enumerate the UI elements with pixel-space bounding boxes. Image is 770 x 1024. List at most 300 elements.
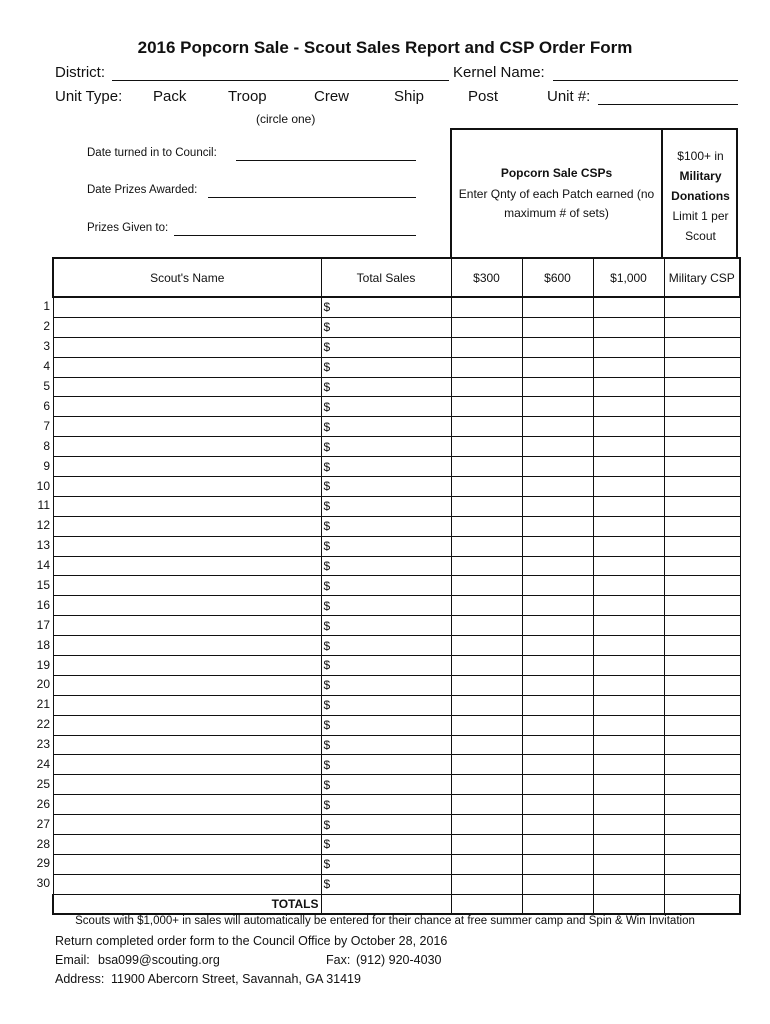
qty-300-cell[interactable] [451, 835, 522, 855]
total-sales-cell[interactable] [321, 477, 451, 497]
row-number: 30 [36, 876, 50, 891]
table-row [53, 656, 740, 676]
qty-600-cell[interactable] [522, 357, 593, 377]
table-row [53, 795, 740, 815]
qty-1000-cell[interactable] [593, 835, 664, 855]
csp-subtitle-line2: maximum # of sets) [504, 206, 609, 220]
military-csp-cell[interactable] [664, 596, 740, 616]
table-row [53, 297, 740, 317]
total-sales-cell[interactable] [321, 357, 451, 377]
row-number: 15 [36, 577, 50, 592]
scout-name-cell[interactable] [53, 795, 321, 815]
military-line2: Military [679, 169, 722, 183]
row-number: 7 [43, 418, 50, 433]
scout-name-cell[interactable] [53, 317, 321, 337]
military-csp-cell[interactable] [664, 636, 740, 656]
qty-300-cell[interactable] [451, 636, 522, 656]
prizes-given-label: Prizes Given to: [87, 222, 169, 234]
dollar-sign: $ [323, 638, 331, 653]
dollar-sign: $ [323, 399, 331, 414]
qty-300-cell[interactable] [451, 437, 522, 457]
military-csp-cell[interactable] [664, 795, 740, 815]
col-header-total-sales: Total Sales [321, 258, 451, 297]
unit-type-troop[interactable]: Troop [228, 88, 267, 105]
qty-300-cell[interactable] [451, 516, 522, 536]
fax-value: (912) 920-4030 [356, 953, 442, 967]
total-sales-cell[interactable] [321, 715, 451, 735]
table-row [53, 874, 740, 894]
scout-name-cell[interactable] [53, 854, 321, 874]
military-csp-cell[interactable] [664, 735, 740, 755]
qty-1000-cell[interactable] [593, 874, 664, 894]
unit-number-label: Unit #: [547, 88, 591, 105]
qty-300-cell[interactable] [451, 536, 522, 556]
row-number: 13 [36, 538, 50, 553]
scout-name-cell[interactable] [53, 596, 321, 616]
table-row [53, 755, 740, 775]
table-row [53, 397, 740, 417]
scout-name-cell[interactable] [53, 397, 321, 417]
row-number: 14 [36, 558, 50, 573]
qty-300-cell[interactable] [451, 556, 522, 576]
table-row [53, 715, 740, 735]
total-sales-cell[interactable] [321, 874, 451, 894]
qty-600-cell[interactable] [522, 636, 593, 656]
table-row [53, 695, 740, 715]
qty-600-cell[interactable] [522, 596, 593, 616]
military-csp-cell[interactable] [664, 695, 740, 715]
qty-300-cell[interactable] [451, 596, 522, 616]
qty-600-cell[interactable] [522, 854, 593, 874]
table-row [53, 437, 740, 457]
row-number: 10 [36, 478, 50, 493]
col-header-300: $300 [451, 258, 522, 297]
qty-600-cell[interactable] [522, 297, 593, 317]
row-number: 21 [36, 697, 50, 712]
qty-300-cell[interactable] [451, 715, 522, 735]
qty-1000-cell[interactable] [593, 536, 664, 556]
qty-300-cell[interactable] [451, 874, 522, 894]
unit-type-crew[interactable]: Crew [314, 88, 350, 105]
scout-name-cell[interactable] [53, 357, 321, 377]
qty-1000-cell[interactable] [593, 357, 664, 377]
qty-1000-cell[interactable] [593, 695, 664, 715]
scout-name-cell[interactable] [53, 337, 321, 357]
total-sales-cell[interactable] [321, 397, 451, 417]
row-number: 4 [43, 359, 50, 374]
military-csp-cell[interactable] [664, 516, 740, 536]
total-sales-cell[interactable] [321, 616, 451, 636]
table-header-row [53, 258, 740, 297]
scout-name-cell[interactable] [53, 496, 321, 516]
csp-subtitle [452, 185, 661, 223]
total-sales-cell[interactable] [321, 516, 451, 536]
military-csp-cell[interactable] [664, 874, 740, 894]
military-csp-cell[interactable] [664, 775, 740, 795]
scout-name-cell[interactable] [53, 715, 321, 735]
table-row [53, 675, 740, 695]
qty-300-cell[interactable] [451, 854, 522, 874]
qty-1000-cell[interactable] [593, 815, 664, 835]
qty-300-cell[interactable] [451, 457, 522, 477]
military-line3: Donations [671, 189, 730, 203]
dollar-sign: $ [323, 380, 331, 394]
unit-type-pack[interactable]: Pack [153, 88, 187, 105]
qty-1000-cell[interactable] [593, 795, 664, 815]
qty-1000-cell[interactable] [593, 735, 664, 755]
qty-600-cell[interactable] [522, 755, 593, 775]
totals-cell[interactable] [451, 894, 522, 914]
qty-600-cell[interactable] [522, 337, 593, 357]
scout-name-cell[interactable] [53, 755, 321, 775]
scout-name-cell[interactable] [53, 556, 321, 576]
scout-name-cell[interactable] [53, 616, 321, 636]
qty-600-cell[interactable] [522, 377, 593, 397]
military-csp-cell[interactable] [664, 616, 740, 636]
row-number: 16 [36, 597, 50, 612]
qty-300-cell[interactable] [451, 815, 522, 835]
sales-table [52, 257, 741, 915]
qty-600-cell[interactable] [522, 775, 593, 795]
table-row [53, 477, 740, 497]
military-csp-cell[interactable] [664, 715, 740, 735]
total-sales-cell[interactable] [321, 735, 451, 755]
table-row [53, 457, 740, 477]
totals-cell[interactable] [522, 894, 593, 914]
qty-1000-cell[interactable] [593, 337, 664, 357]
scout-name-cell[interactable] [53, 636, 321, 656]
row-number: 5 [43, 379, 50, 394]
qty-1000-cell[interactable] [593, 496, 664, 516]
total-sales-cell[interactable] [321, 417, 451, 437]
qty-300-cell[interactable] [451, 317, 522, 337]
total-sales-cell[interactable] [321, 337, 451, 357]
qty-1000-cell[interactable] [593, 616, 664, 636]
date-turned-in-label: Date turned in to Council: [87, 147, 217, 159]
military-csp-cell[interactable] [664, 417, 740, 437]
military-csp-cell[interactable] [664, 496, 740, 516]
qty-1000-cell[interactable] [593, 477, 664, 497]
military-csp-cell[interactable] [664, 556, 740, 576]
qty-1000-cell[interactable] [593, 417, 664, 437]
scout-name-cell[interactable] [53, 297, 321, 317]
district-field[interactable] [112, 80, 449, 81]
qty-600-cell[interactable] [522, 815, 593, 835]
qty-1000-cell[interactable] [593, 516, 664, 536]
qty-1000-cell[interactable] [593, 636, 664, 656]
qty-600-cell[interactable] [522, 735, 593, 755]
military-csp-cell[interactable] [664, 377, 740, 397]
table-row [53, 854, 740, 874]
qty-600-cell[interactable] [522, 695, 593, 715]
dollar-sign: $ [323, 300, 331, 315]
total-sales-cell[interactable] [321, 576, 451, 596]
dollar-sign: $ [323, 757, 331, 772]
qty-600-cell[interactable] [522, 835, 593, 855]
row-number: 12 [36, 518, 50, 533]
dollar-sign: $ [323, 598, 331, 613]
unit-type-label: Unit Type: [55, 88, 123, 105]
qty-600-cell[interactable] [522, 556, 593, 576]
scout-name-cell[interactable] [53, 477, 321, 497]
qty-300-cell[interactable] [451, 397, 522, 417]
qty-300-cell[interactable] [451, 616, 522, 636]
table-row [53, 496, 740, 516]
dollar-sign: $ [323, 877, 331, 892]
row-number: 9 [43, 458, 50, 473]
email-value[interactable]: bsa099@scouting.org [98, 953, 220, 967]
qty-600-cell[interactable] [522, 874, 593, 894]
total-sales-cell[interactable] [321, 835, 451, 855]
col-header-1000: $1,000 [593, 258, 664, 297]
return-instructions: Return completed order form to the Council Office by October 28, 2016 [55, 934, 448, 948]
dollar-sign: $ [323, 459, 331, 474]
military-csp-cell[interactable] [664, 357, 740, 377]
qty-300-cell[interactable] [451, 377, 522, 397]
military-csp-cell[interactable] [664, 437, 740, 457]
dollar-sign: $ [323, 817, 331, 832]
table-row [53, 735, 740, 755]
qty-1000-cell[interactable] [593, 775, 664, 795]
row-number: 25 [36, 776, 50, 791]
csp-subtitle-line1: Enter Qnty of each Patch earned (no [458, 187, 655, 201]
scout-name-cell[interactable] [53, 835, 321, 855]
table-row [53, 616, 740, 636]
qty-1000-cell[interactable] [593, 656, 664, 676]
qty-300-cell[interactable] [451, 695, 522, 715]
unit-number-field[interactable] [598, 104, 738, 105]
footer-note: Scouts with $1,000+ in sales will automatically be entered for their chance at free summer camp and Spin & Win Invitation [75, 915, 695, 927]
totals-cell[interactable] [664, 894, 740, 914]
totals-cell[interactable] [321, 894, 451, 914]
scout-name-cell[interactable] [53, 417, 321, 437]
qty-600-cell[interactable] [522, 795, 593, 815]
table-row [53, 417, 740, 437]
qty-1000-cell[interactable] [593, 317, 664, 337]
fax-label: Fax: [326, 953, 351, 967]
military-csp-cell[interactable] [664, 297, 740, 317]
qty-600-cell[interactable] [522, 715, 593, 735]
prizes-given-field[interactable] [174, 235, 416, 236]
totals-row [53, 894, 740, 914]
circle-one-note: (circle one) [256, 112, 316, 126]
row-number: 1 [43, 299, 50, 313]
table-row [53, 556, 740, 576]
total-sales-cell[interactable] [321, 377, 451, 397]
table-row [53, 636, 740, 656]
scout-name-cell[interactable] [53, 675, 321, 695]
total-sales-cell[interactable] [321, 297, 451, 317]
total-sales-cell[interactable] [321, 755, 451, 775]
table-row [53, 516, 740, 536]
totals-cell[interactable] [593, 894, 664, 914]
row-number: 23 [36, 737, 50, 752]
total-sales-cell[interactable] [321, 556, 451, 576]
qty-300-cell[interactable] [451, 775, 522, 795]
military-csp-cell[interactable] [664, 317, 740, 337]
total-sales-cell[interactable] [321, 795, 451, 815]
totals-label: TOTALS [53, 894, 321, 914]
table-row [53, 536, 740, 556]
military-csp-cell[interactable] [664, 656, 740, 676]
qty-300-cell[interactable] [451, 337, 522, 357]
dollar-sign: $ [323, 419, 331, 434]
qty-300-cell[interactable] [451, 735, 522, 755]
qty-600-cell[interactable] [522, 656, 593, 676]
qty-600-cell[interactable] [522, 397, 593, 417]
military-csp-cell[interactable] [664, 815, 740, 835]
qty-600-cell[interactable] [522, 576, 593, 596]
scout-name-cell[interactable] [53, 536, 321, 556]
scout-name-cell[interactable] [53, 377, 321, 397]
qty-300-cell[interactable] [451, 795, 522, 815]
row-number: 8 [43, 438, 50, 453]
qty-600-cell[interactable] [522, 437, 593, 457]
military-csp-cell[interactable] [664, 457, 740, 477]
dollar-sign: $ [323, 777, 331, 792]
row-number: 20 [36, 677, 50, 692]
qty-300-cell[interactable] [451, 576, 522, 596]
dollar-sign: $ [323, 439, 331, 454]
row-number: 6 [43, 398, 50, 413]
dollar-sign: $ [323, 499, 331, 514]
total-sales-cell[interactable] [321, 815, 451, 835]
total-sales-cell[interactable] [321, 596, 451, 616]
scout-name-cell[interactable] [53, 516, 321, 536]
qty-300-cell[interactable] [451, 357, 522, 377]
table-row [53, 317, 740, 337]
qty-600-cell[interactable] [522, 516, 593, 536]
qty-300-cell[interactable] [451, 675, 522, 695]
table-row [53, 576, 740, 596]
dollar-sign: $ [323, 539, 331, 554]
qty-600-cell[interactable] [522, 675, 593, 695]
qty-600-cell[interactable] [522, 457, 593, 477]
qty-1000-cell[interactable] [593, 755, 664, 775]
row-number: 24 [36, 756, 50, 771]
dollar-sign: $ [323, 718, 331, 733]
total-sales-cell[interactable] [321, 437, 451, 457]
col-header-scout-name: Scout's Name [53, 258, 321, 297]
scout-name-cell[interactable] [53, 874, 321, 894]
dollar-sign: $ [323, 340, 331, 355]
dollar-sign: $ [323, 797, 331, 812]
qty-600-cell[interactable] [522, 616, 593, 636]
military-line1: $100+ in [677, 149, 724, 163]
qty-300-cell[interactable] [451, 496, 522, 516]
date-turned-in-field[interactable] [236, 160, 416, 161]
qty-600-cell[interactable] [522, 417, 593, 437]
qty-1000-cell[interactable] [593, 715, 664, 735]
dollar-sign: $ [323, 857, 331, 872]
qty-300-cell[interactable] [451, 755, 522, 775]
qty-1000-cell[interactable] [593, 556, 664, 576]
qty-1000-cell[interactable] [593, 576, 664, 596]
total-sales-cell[interactable] [321, 636, 451, 656]
qty-1000-cell[interactable] [593, 437, 664, 457]
scout-name-cell[interactable] [53, 735, 321, 755]
row-number: 28 [36, 836, 50, 851]
military-csp-cell[interactable] [664, 397, 740, 417]
dollar-sign: $ [323, 678, 331, 693]
scout-name-cell[interactable] [53, 656, 321, 676]
total-sales-cell[interactable] [321, 457, 451, 477]
csp-title: Popcorn Sale CSPs [500, 166, 613, 180]
qty-1000-cell[interactable] [593, 397, 664, 417]
unit-type-ship[interactable]: Ship [394, 88, 425, 105]
dollar-sign: $ [323, 738, 331, 753]
table-row [53, 815, 740, 835]
scout-name-cell[interactable] [53, 695, 321, 715]
qty-600-cell[interactable] [522, 536, 593, 556]
scout-name-cell[interactable] [53, 576, 321, 596]
scout-name-cell[interactable] [53, 457, 321, 477]
row-number: 2 [43, 319, 50, 334]
dollar-sign: $ [323, 360, 331, 375]
dollar-sign: $ [323, 698, 331, 713]
col-header-600: $600 [522, 258, 593, 297]
qty-600-cell[interactable] [522, 317, 593, 337]
total-sales-cell[interactable] [321, 536, 451, 556]
total-sales-cell[interactable] [321, 695, 451, 715]
address-label: Address: [55, 972, 105, 986]
qty-1000-cell[interactable] [593, 297, 664, 317]
address-value: 11900 Abercorn Street, Savannah, GA 31419 [111, 972, 361, 986]
dollar-sign: $ [323, 578, 331, 593]
qty-1000-cell[interactable] [593, 675, 664, 695]
qty-300-cell[interactable] [451, 297, 522, 317]
military-csp-cell[interactable] [664, 576, 740, 596]
scout-name-cell[interactable] [53, 437, 321, 457]
dollar-sign: $ [323, 837, 331, 852]
row-number: 27 [36, 816, 50, 831]
military-csp-cell[interactable] [664, 337, 740, 357]
dollar-sign: $ [323, 519, 331, 534]
qty-600-cell[interactable] [522, 496, 593, 516]
military-csp-cell[interactable] [664, 755, 740, 775]
total-sales-cell[interactable] [321, 656, 451, 676]
military-csp-cell[interactable] [664, 536, 740, 556]
military-csp-cell[interactable] [664, 854, 740, 874]
military-csp-cell[interactable] [664, 835, 740, 855]
qty-1000-cell[interactable] [593, 457, 664, 477]
date-prizes-field[interactable] [208, 197, 416, 198]
kernel-name-field[interactable] [553, 80, 738, 81]
row-number: 29 [36, 856, 50, 871]
date-prizes-label: Date Prizes Awarded: [87, 184, 198, 196]
qty-1000-cell[interactable] [593, 854, 664, 874]
military-csp-cell[interactable] [664, 675, 740, 695]
total-sales-cell[interactable] [321, 317, 451, 337]
row-number: 22 [36, 717, 50, 732]
total-sales-cell[interactable] [321, 775, 451, 795]
total-sales-cell[interactable] [321, 854, 451, 874]
total-sales-cell[interactable] [321, 675, 451, 695]
scout-name-cell[interactable] [53, 815, 321, 835]
scout-name-cell[interactable] [53, 775, 321, 795]
military-csp-cell[interactable] [664, 477, 740, 497]
qty-1000-cell[interactable] [593, 377, 664, 397]
unit-type-post[interactable]: Post [468, 88, 499, 105]
row-number: 26 [36, 796, 50, 811]
qty-300-cell[interactable] [451, 477, 522, 497]
dollar-sign: $ [323, 479, 331, 494]
qty-300-cell[interactable] [451, 656, 522, 676]
qty-1000-cell[interactable] [593, 596, 664, 616]
qty-300-cell[interactable] [451, 417, 522, 437]
qty-600-cell[interactable] [522, 477, 593, 497]
total-sales-cell[interactable] [321, 496, 451, 516]
